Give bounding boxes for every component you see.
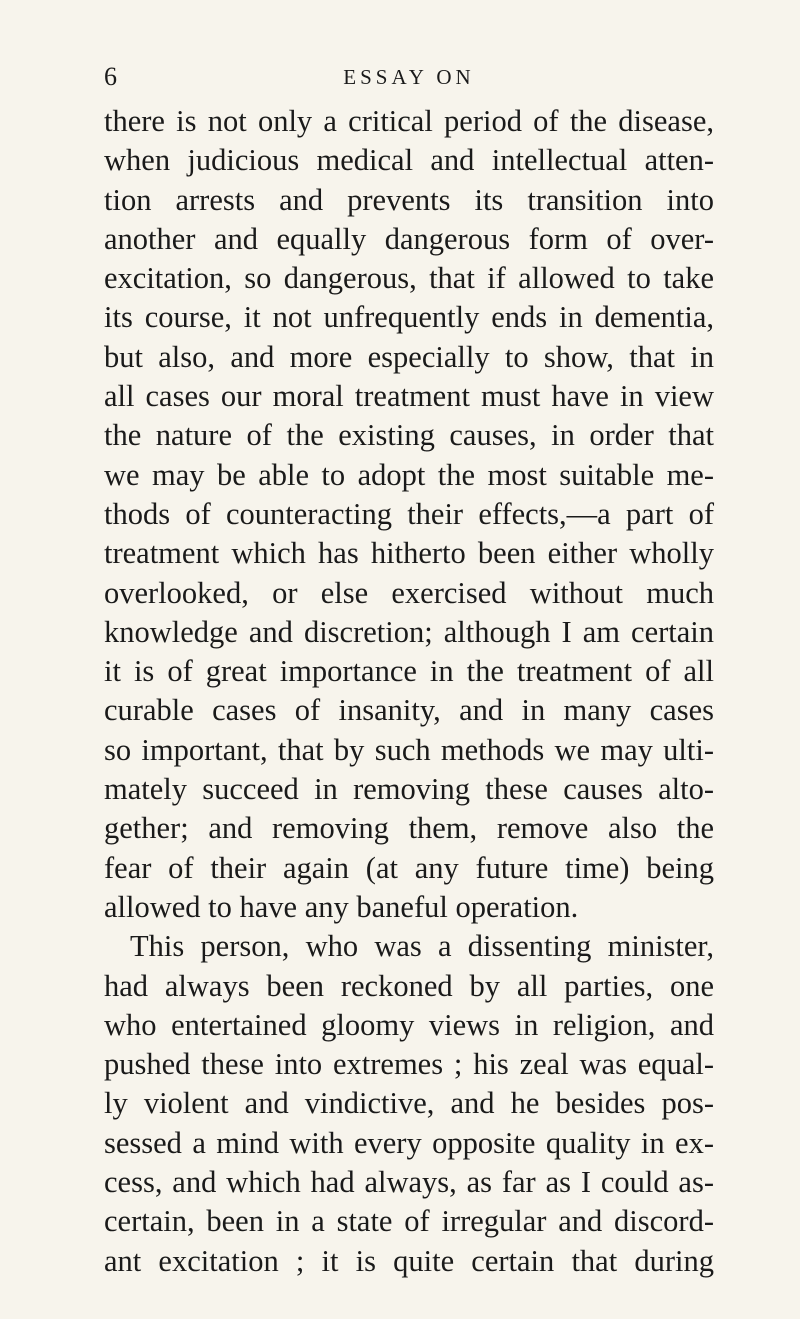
text-line: we may be able to adopt the most suitable me- — [104, 457, 714, 492]
body-text — [104, 102, 714, 1281]
text-line: cess, and which had always, as far as I could as- — [104, 1165, 714, 1200]
text-line: This person, who was a dissenting minister, — [130, 929, 714, 964]
text-line: tion arrests and prevents its transition into — [104, 182, 714, 217]
text-line: curable cases of insanity, and in many cases — [104, 693, 714, 728]
text-line: so important, that by such methods we may ulti- — [104, 732, 714, 767]
text-line: allowed to have any baneful operation. — [104, 889, 579, 924]
page-number: 6 — [104, 62, 117, 91]
running-head-title: ESSAY ON — [343, 65, 475, 89]
text-line: another and equally dangerous form of over- — [104, 221, 714, 256]
text-line: all cases our moral treatment must have in view — [104, 379, 714, 414]
text-line: there is not only a critical period of the disease, — [104, 104, 714, 138]
text-line: when judicious medical and intellectual atten- — [104, 143, 714, 178]
text-line: thods of counteracting their effects,—a part of — [104, 496, 714, 531]
text-line: pushed these into extremes ; his zeal was equal- — [104, 1047, 714, 1082]
text-line: who entertained gloomy views in religion, and — [104, 1007, 714, 1042]
running-head — [104, 62, 714, 92]
text-line: ly violent and vindictive, and he besides pos- — [104, 1086, 714, 1121]
paragraph-2 — [104, 927, 714, 1281]
text-line: ant excitation ; it is quite certain that during — [104, 1243, 714, 1278]
text-line: gether; and removing them, remove also the — [104, 811, 714, 846]
text-line: overlooked, or else exercised without much — [104, 575, 714, 610]
text-line: the nature of the existing causes, in order that — [104, 418, 714, 453]
text-line: its course, it not unfrequently ends in dementia, — [104, 300, 714, 335]
text-line: treatment which has hitherto been either wholly — [104, 536, 714, 571]
text-line: knowledge and discretion; although I am certain — [104, 614, 714, 649]
text-line: but also, and more especially to show, that in — [104, 339, 714, 374]
text-line: had always been reckoned by all parties, one — [104, 968, 714, 1003]
text-line: it is of great importance in the treatment of all — [104, 654, 714, 689]
text-line: excitation, so dangerous, that if allowed to take — [104, 261, 714, 296]
text-line: sessed a mind with every opposite quality in ex- — [104, 1125, 714, 1160]
paragraph-1 — [104, 102, 714, 927]
text-line: fear of their again (at any future time) being — [104, 850, 714, 885]
text-line: certain, been in a state of irregular and discord- — [104, 1204, 714, 1239]
text-line: mately succeed in removing these causes alto- — [104, 772, 714, 807]
